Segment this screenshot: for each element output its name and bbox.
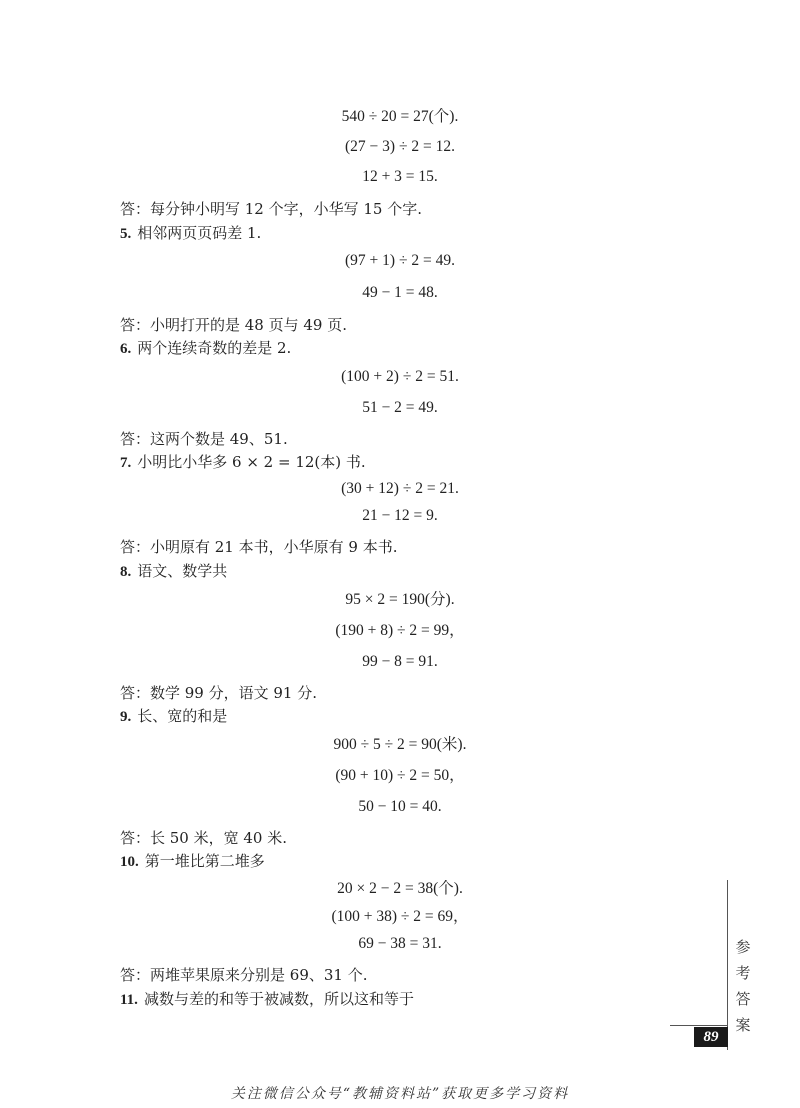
- margin-rule: [727, 880, 728, 1050]
- answer-line: 答：小明打开的是 48 页与 49 页.: [120, 316, 348, 334]
- answer-line: 答：数学 99 分，语文 91 分.: [120, 684, 318, 702]
- question-text: 长、宽的和是: [137, 707, 228, 725]
- question-text: 减数与差的和等于被减数，所以这和等于: [143, 990, 414, 1008]
- question-number: 6.: [120, 341, 132, 357]
- side-label-char: 考: [735, 964, 751, 982]
- equation: 50 − 10 = 40.: [358, 798, 442, 815]
- equation: 95 × 2 = 190(分).: [345, 591, 455, 608]
- question-number: 11.: [120, 992, 138, 1008]
- question-number: 8.: [120, 564, 132, 580]
- question-line: [120, 851, 265, 872]
- question-text: 第一堆比第二堆多: [144, 852, 265, 870]
- question-line: [120, 706, 227, 727]
- question-line: [120, 338, 291, 359]
- equation: 21 − 12 = 9.: [362, 507, 438, 524]
- side-label-char: 参: [735, 938, 751, 956]
- question-text: 两个连续奇数的差是 2.: [137, 339, 292, 357]
- equation: 69 − 38 = 31.: [358, 935, 442, 952]
- question-line: [120, 223, 261, 244]
- question-text: 相邻两页页码差 1.: [137, 224, 262, 242]
- question-number: 7.: [120, 455, 132, 471]
- answer-line: 答：两堆苹果原来分别是 69、31 个.: [120, 966, 368, 984]
- equation: 900 ÷ 5 ÷ 2 = 90(米).: [333, 736, 467, 753]
- side-label-char: 答: [735, 990, 751, 1008]
- question-line: [120, 989, 414, 1010]
- question-line: [120, 452, 366, 473]
- answer-line: 答：小明原有 21 本书，小华原有 9 本书.: [120, 538, 398, 556]
- equation: 99 − 8 = 91.: [362, 653, 438, 670]
- answer-line: 答：每分钟小明写 12 个字，小华写 15 个字.: [120, 200, 423, 218]
- equation: (190 + 8) ÷ 2 = 99，: [335, 622, 465, 639]
- equation: 20 × 2 − 2 = 38(个).: [337, 880, 463, 897]
- question-text: 小明比小华多 6 × 2 = 12(本) 书.: [137, 453, 366, 471]
- equation: 540 ÷ 20 = 27(个).: [341, 108, 459, 125]
- question-number: 10.: [120, 854, 139, 870]
- equation: (100 + 38) ÷ 2 = 69，: [331, 908, 469, 925]
- page-number-rule: [670, 1025, 727, 1026]
- equation: (97 + 1) ÷ 2 = 49.: [345, 252, 455, 269]
- question-number: 9.: [120, 709, 132, 725]
- equation: 12 + 3 = 15.: [362, 168, 438, 185]
- footer-watermark: 关注微信公众号“教辅资料站”获取更多学习资料: [230, 1086, 570, 1102]
- question-number: 5.: [120, 226, 132, 242]
- section-side-label: [733, 934, 753, 1038]
- equation: (90 + 10) ÷ 2 = 50，: [335, 767, 465, 784]
- page-number: 89: [694, 1027, 728, 1047]
- equation: 51 − 2 = 49.: [362, 399, 438, 416]
- question-text: 语文、数学共: [137, 562, 228, 580]
- equation: (100 + 2) ÷ 2 = 51.: [341, 368, 459, 385]
- equation: 49 − 1 = 48.: [362, 284, 438, 301]
- answer-line: 答：这两个数是 49、51.: [120, 430, 288, 448]
- equation: (30 + 12) ÷ 2 = 21.: [341, 480, 459, 497]
- equation: (27 − 3) ÷ 2 = 12.: [345, 138, 455, 155]
- side-label-char: 案: [735, 1016, 751, 1034]
- answer-line: 答：长 50 米，宽 40 米.: [120, 829, 288, 847]
- question-line: [120, 561, 227, 582]
